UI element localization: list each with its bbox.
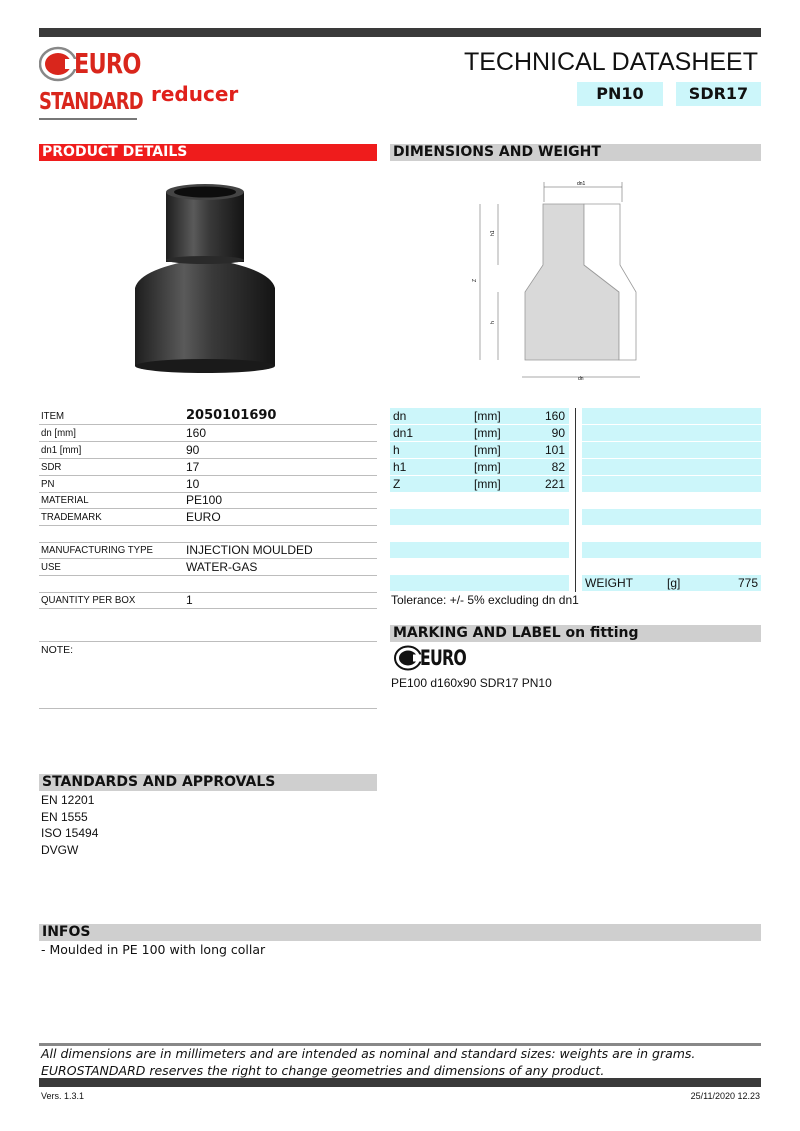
dimensions-weight-header: DIMENSIONS AND WEIGHT xyxy=(390,144,761,161)
diagram-z-label: Z xyxy=(472,278,478,282)
dim-right-row-7 xyxy=(582,542,761,559)
standard-item: EN 1555 xyxy=(41,810,88,824)
dim-right-row-4 xyxy=(582,459,761,476)
dim-right-row-6 xyxy=(582,509,761,526)
dim-row-dn1: dn1 [mm] 90 xyxy=(390,425,569,442)
top-bar xyxy=(39,28,761,37)
standard-item: DVGW xyxy=(41,843,79,857)
dim-row-empty-2 xyxy=(390,542,569,559)
timestamp-text: 25/11/2020 12.23 xyxy=(690,1091,760,1101)
dim-right-row-2 xyxy=(582,425,761,442)
dim-row-dn: dn [mm] 160 xyxy=(390,408,569,425)
dimension-diagram xyxy=(470,172,650,382)
pn-badge: PN10 xyxy=(577,82,663,106)
product-row-dn1: dn1 [mm] 90 xyxy=(39,442,377,459)
marking-label-header: MARKING AND LABEL on fitting xyxy=(390,625,761,642)
marking-euro-logo xyxy=(394,645,466,671)
dim-row-h1: h1 [mm] 82 xyxy=(390,459,569,476)
brand-top-text: EURO xyxy=(74,47,141,80)
dim-row-empty-1 xyxy=(390,509,569,526)
dim-row-z: Z [mm] 221 xyxy=(390,476,569,493)
standards-header: STANDARDS AND APPROVALS xyxy=(39,774,377,791)
product-row-trademark: TRADEMARK EURO xyxy=(39,509,377,526)
infos-header: INFOS xyxy=(39,924,761,941)
eurostandard-logo xyxy=(39,46,143,118)
note-label: NOTE: xyxy=(41,644,74,656)
product-details-header: PRODUCT DETAILS xyxy=(39,144,377,161)
product-image xyxy=(130,178,280,373)
product-row-item: ITEM 2050101690 xyxy=(39,408,377,425)
standard-item: ISO 15494 xyxy=(41,826,99,840)
weight-value: 775 xyxy=(737,576,758,590)
weight-row xyxy=(582,575,761,592)
footer-note-line1: All dimensions are in millimeters and are intended as nominal and standard sizes: weights are in grams. xyxy=(41,1046,696,1061)
product-row-sdr: SDR 17 xyxy=(39,459,377,476)
product-name: reducer xyxy=(151,82,239,106)
euro-logo-mark xyxy=(39,46,141,82)
bottom-bar xyxy=(39,1078,761,1087)
product-row-material: MATERIAL PE100 xyxy=(39,492,377,509)
product-row-quantity: QUANTITY PER BOX 1 xyxy=(39,592,377,609)
standard-item: EN 12201 xyxy=(41,793,95,807)
diagram-h1-label: h1 xyxy=(490,230,496,236)
product-row-empty xyxy=(39,526,377,543)
tolerance-text: Tolerance: +/- 5% excluding dn dn1 xyxy=(391,593,579,607)
diagram-dn-label: dn xyxy=(578,376,584,382)
brand-bottom-text: STANDARD xyxy=(39,89,143,115)
dim-column-divider xyxy=(575,408,576,592)
version-text: Vers. 1.3.1 xyxy=(41,1091,85,1101)
dim-row-empty-3 xyxy=(390,575,569,592)
diagram-dn1-label: dn1 xyxy=(577,181,586,187)
product-row-pn: PN 10 xyxy=(39,476,377,493)
sdr-badge: SDR17 xyxy=(676,82,761,106)
product-row-manufacturing: MANUFACTURING TYPE INJECTION MOULDED xyxy=(39,542,377,559)
note-divider xyxy=(39,708,377,709)
product-row-dn: dn [mm] 160 xyxy=(39,425,377,442)
marking-text: PE100 d160x90 SDR17 PN10 xyxy=(391,676,552,690)
weight-unit: [g] xyxy=(667,576,681,590)
dim-right-row-1 xyxy=(582,408,761,425)
dim-right-row-5 xyxy=(582,476,761,493)
infos-text: - Moulded in PE 100 with long collar xyxy=(41,942,266,957)
diagram-h-label: h xyxy=(490,321,496,324)
dim-right-row-3 xyxy=(582,442,761,459)
logo-underline xyxy=(39,118,137,120)
weight-label: WEIGHT xyxy=(585,576,633,590)
marking-logo-text: EURO xyxy=(420,646,467,670)
product-row-empty-2 xyxy=(39,576,377,593)
footer-note-line2: EUROSTANDARD reserves the right to change geometries and dimensions of any product. xyxy=(41,1063,605,1078)
product-row-empty-3 xyxy=(39,625,377,642)
doc-title: TECHNICAL DATASHEET xyxy=(463,48,758,76)
dim-row-h: h [mm] 101 xyxy=(390,442,569,459)
product-row-use: USE WATER-GAS xyxy=(39,559,377,576)
